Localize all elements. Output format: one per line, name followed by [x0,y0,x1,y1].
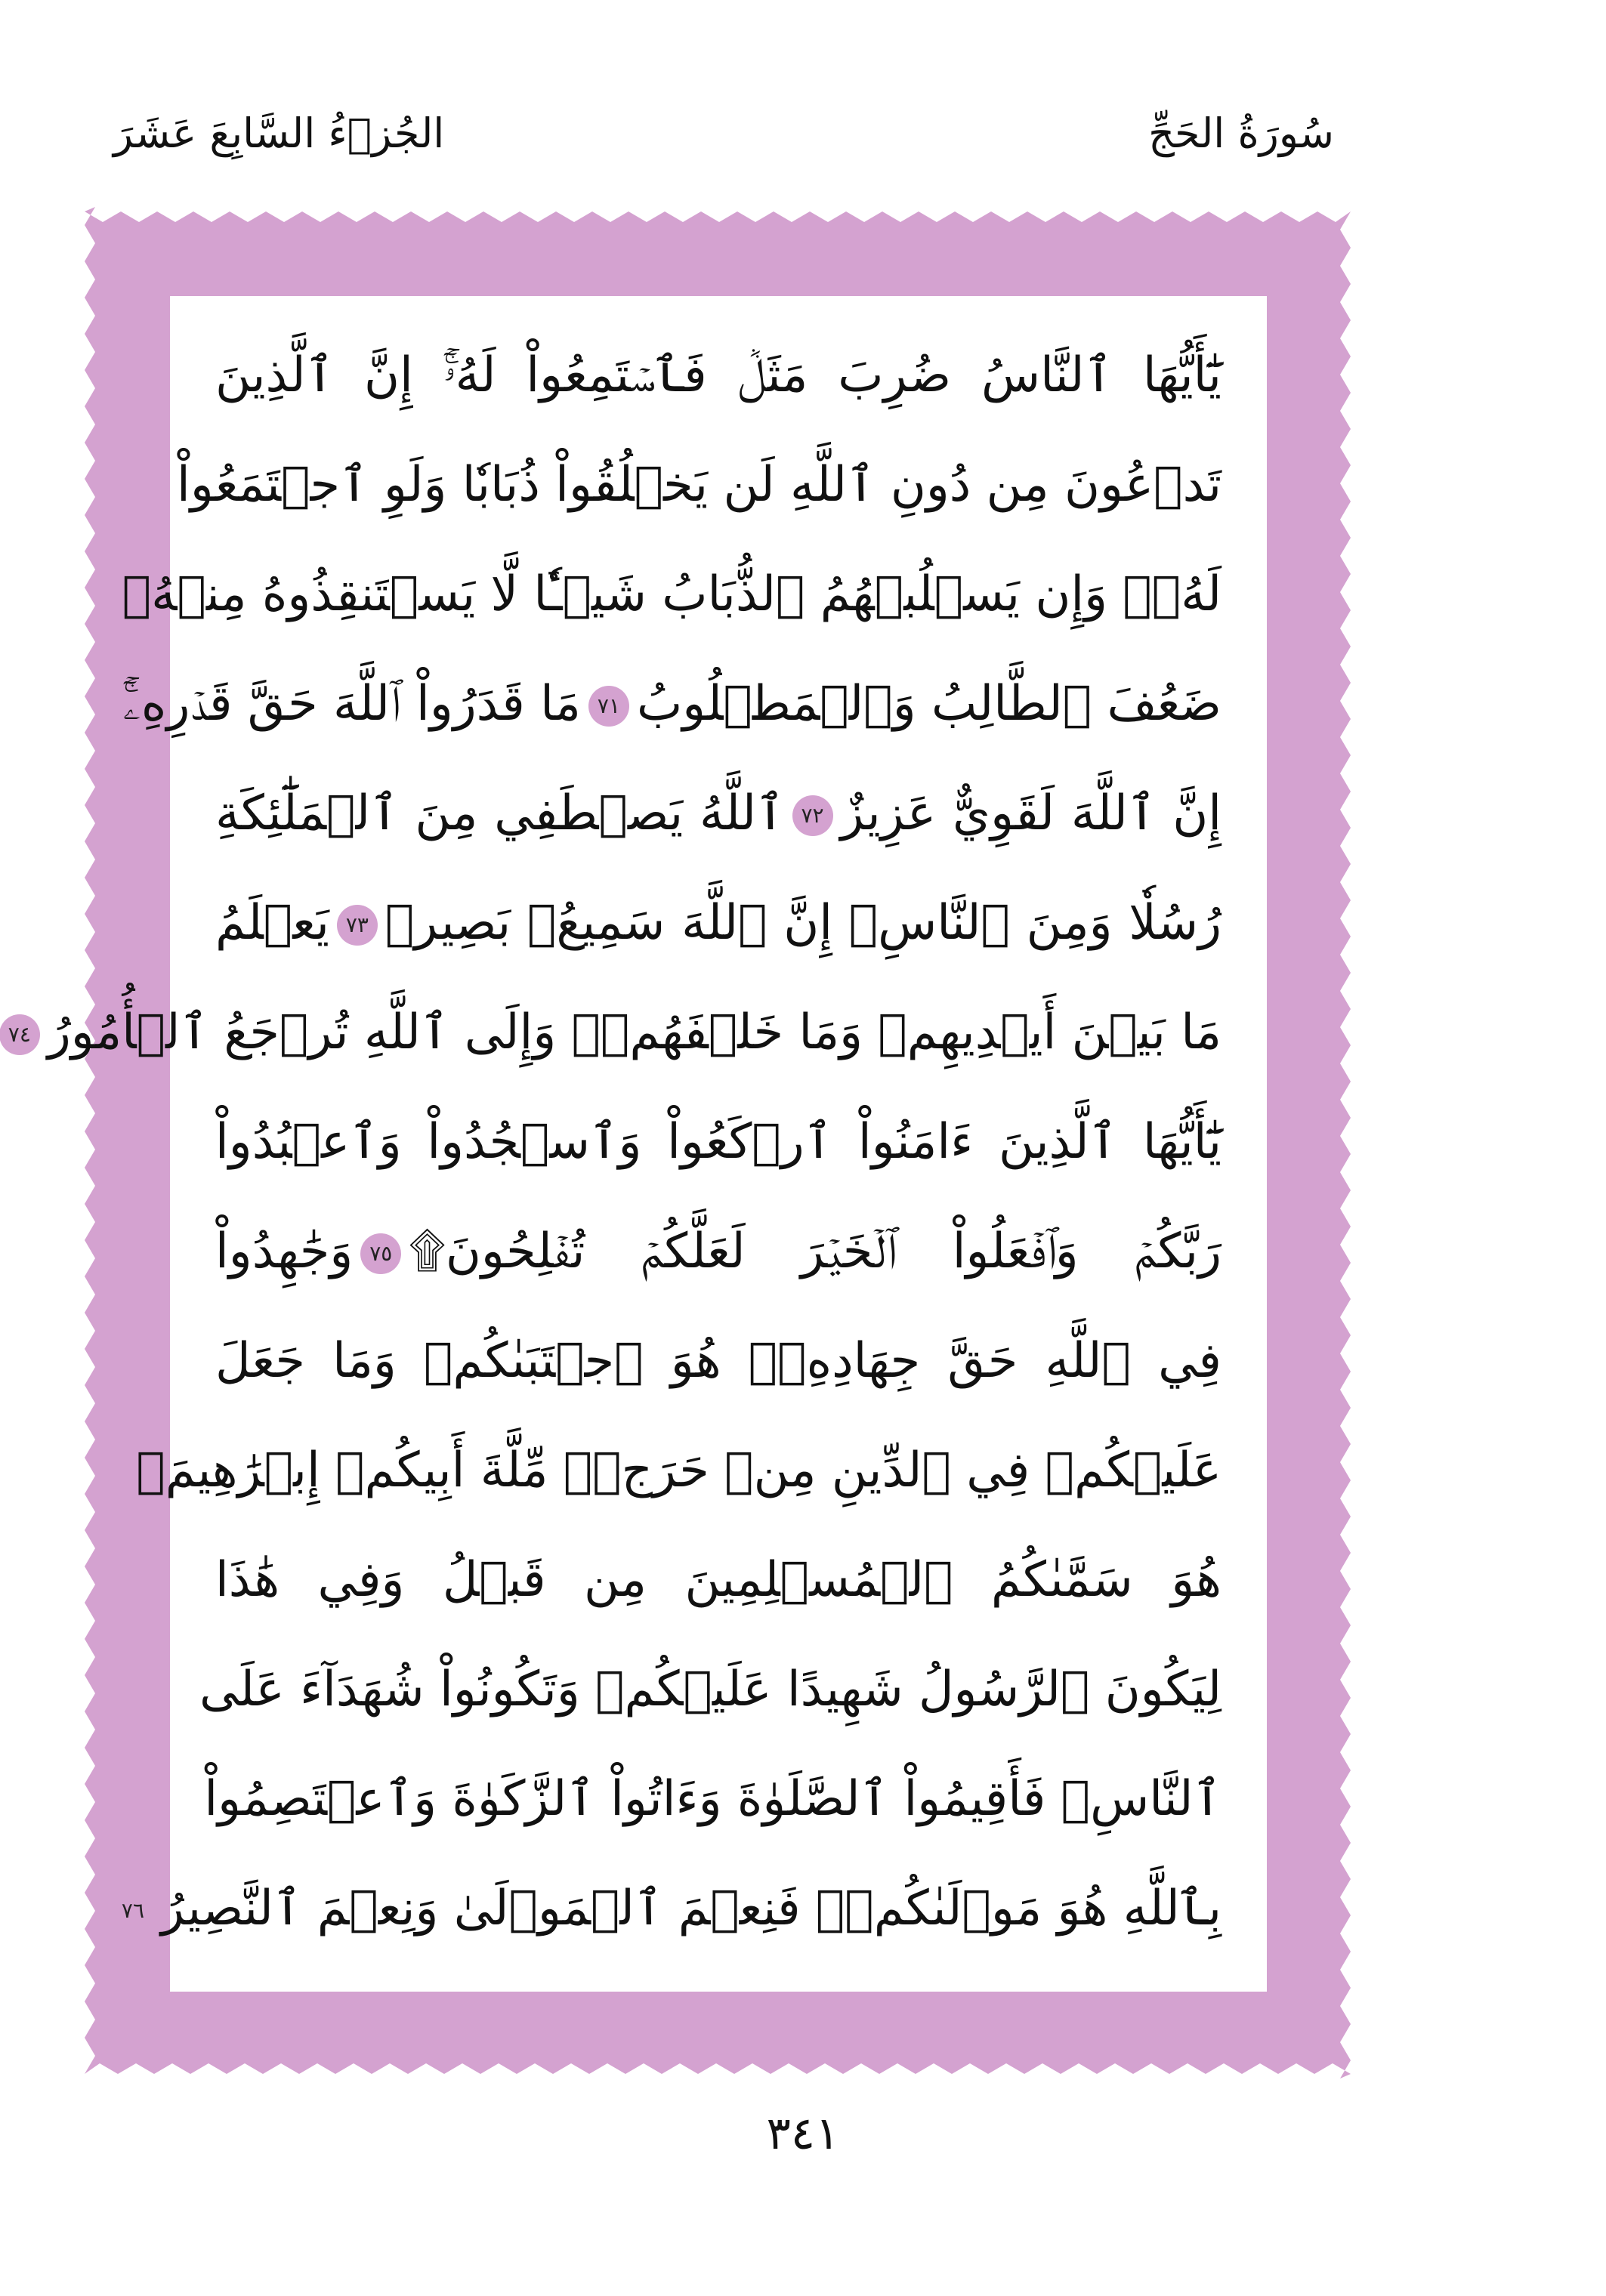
line-text: لِيَكُونَ ٱلرَّسُولُ شَهِيدًا عَلَيۡكُمۡ وَتَكُونُواْ شُهَدَآءَ عَلَى [199,1662,1221,1717]
line-text-after-marker: يَعۡلَمُ [215,895,329,951]
ayah-number-marker: ٧٢ [792,795,833,836]
quran-line [215,1523,1221,1637]
line-text: تَدۡعُونَ مِن دُونِ ٱللَّهِ لَن يَخۡلُقُواْ ذُبَابٗا وَلَوِ ٱجۡتَمَعُواْ [177,457,1221,513]
juz-name: الجُزۡءُ السَّابِعَ عَشَرَ [113,110,445,157]
quran-line [215,319,1221,432]
line-text: عَلَيۡكُمۡ فِي ٱلدِّينِ مِنۡ حَرَجٖۚ مِّلَّةَ أَبِيكُمۡ إِبۡرَٰهِيمَۚ [136,1443,1221,1498]
line-text: مَا بَيۡنَ أَيۡدِيهِمۡ وَمَا خَلۡفَهُمۡۚ وَإِلَى ٱللَّهِ تُرۡجَعُ ٱلۡأُمُورُ [47,1004,1221,1060]
line-text: ٱلنَّاسِۚ فَأَقِيمُواْ ٱلصَّلَوٰةَ وَءَاتُواْ ٱلزَّكَوٰةَ وَٱعۡتَصِمُواْ [204,1771,1221,1827]
line-text-after-marker: وَجَٰهِدُواْ [215,1224,354,1279]
line-text-after-marker: مَا قَدَرُواْ ٱللَّهَ حَقَّ قَدۡرِهِۦٓۚ [122,676,581,732]
quran-line [215,757,1221,870]
quran-line [122,647,1221,761]
quran-line [215,1195,1221,1308]
line-text: رُسُلٗا وَمِنَ ٱلنَّاسِۚ إِنَّ ٱللَّهَ سَمِيعُۢ بَصِيرٞ [385,895,1221,951]
quran-line [215,1304,1221,1418]
line-text: بِٱللَّهِ هُوَ مَوۡلَىٰكُمۡۖ فَنِعۡمَ ٱلۡمَوۡلَىٰ وَنِعۡمَ ٱلنَّصِيرُ [160,1881,1221,1936]
line-text: هُوَ سَمَّىٰكُمُ ٱلۡمُسۡلِمِينَ مِن قَبۡلُ وَفِي هَٰذَا [215,1552,1221,1608]
quran-line [122,538,1221,651]
line-text: فِي ٱللَّهِ حَقَّ جِهَادِهِۦۚ هُوَ ٱجۡتَبَىٰكُمۡ وَمَا جَعَلَ [215,1333,1221,1389]
text-area [8,296,1267,1992]
line-text: إِنَّ ٱللَّهَ لَقَوِيٌّ عَزِيزٌ [840,785,1221,841]
line-text: ضَعُفَ ٱلطَّالِبُ وَٱلۡمَطۡلُوبُ [636,676,1221,732]
line-text: لَهُۥۖ وَإِن يَسۡلُبۡهُمُ ٱلذُّبَابُ شَيۡـٔٗا لَّا يَسۡتَنقِذُوهُ مِنۡهُۚ [122,566,1221,622]
ayah-number-marker: ٧٣ [337,905,378,946]
line-text: يَٰٓأَيُّهَا ٱلنَّاسُ ضُرِبَ مَثَلٞ فَٱسۡتَمِعُواْ لَهُۥٓۚ إِنَّ ٱلَّذِينَ [215,347,1221,403]
page-number: ٣٤١ [766,2107,840,2160]
ayah-number-marker: ٧٥ [360,1233,401,1274]
quran-line [215,866,1221,980]
ayah-number-marker: ٧١ [588,686,629,727]
quran-line [215,1085,1221,1199]
quran-line [204,1742,1221,1856]
line-text-after-marker: ٱللَّهُ يَصۡطَفِي مِنَ ٱلۡمَلَٰٓئِكَةِ [215,785,785,841]
quran-line [199,1633,1221,1746]
quran-line [177,428,1221,542]
quran-line [8,976,1221,1089]
surah-name: سُورَةُ الحَجِّ [1148,110,1334,157]
line-text: رَبَّكُمۡ وَٱفۡعَلُواْ ٱلۡخَيۡرَ لَعَلَّكُمۡ تُفۡلِحُونَ۩ [409,1224,1221,1279]
ayah-number-marker: ٧٦ [113,1890,153,1931]
quran-line [121,1852,1221,1965]
quran-line [136,1414,1221,1527]
line-text: يَٰٓأَيُّهَا ٱلَّذِينَ ءَامَنُواْ ٱرۡكَعُواْ وَٱسۡجُدُواْ وَٱعۡبُدُواْ [215,1114,1221,1170]
ayah-number-marker: ٧٤ [0,1014,40,1055]
